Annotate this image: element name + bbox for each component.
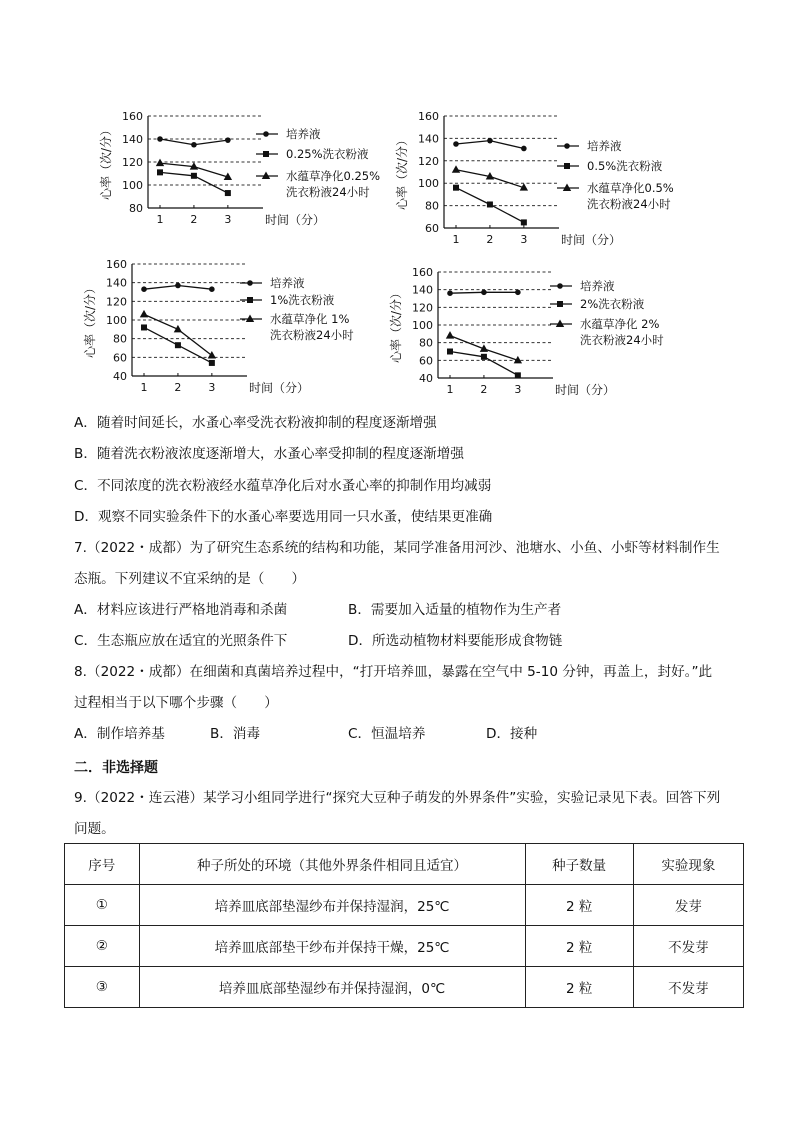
legend-marker — [246, 315, 254, 323]
x-tick-label: 2 — [486, 233, 494, 246]
data-point — [157, 169, 163, 175]
y-tick-label: 140 — [418, 132, 439, 146]
y-tick-label: 120 — [106, 295, 127, 309]
legend-label: 洗衣粉液24小时 — [587, 197, 671, 211]
table-header-cell: 序号 — [65, 844, 140, 885]
data-point — [453, 141, 459, 147]
chart-1-percent — [80, 256, 390, 398]
chart-025-percent — [96, 104, 396, 234]
q9-stem-line1: 9.（2022・连云港）某学习小组同学进行“探究大豆种子萌发的外界条件”实验，实验记录见下表。回答下列 — [74, 790, 721, 806]
data-point — [157, 136, 163, 142]
table-row — [65, 926, 744, 967]
y-tick-label: 40 — [113, 370, 127, 383]
legend-marker — [564, 143, 570, 149]
legend-label: 0.25%洗衣粉液 — [286, 147, 369, 161]
data-point — [487, 138, 493, 144]
table-cell: ① — [65, 885, 140, 926]
table-header-row — [65, 844, 744, 885]
x-tick-label: 1 — [446, 383, 454, 396]
y-tick-label: 140 — [412, 283, 433, 297]
q7-stem-line1: 7.（2022・成都）为了研究生态系统的结构和功能，某同学准备用河沙、池塘水、小鱼、小虾等材料制作生 — [74, 540, 720, 556]
x-tick-label: 3 — [224, 213, 232, 226]
x-tick-label: 1 — [452, 233, 460, 246]
legend-label: 培养液 — [587, 139, 622, 153]
y-tick-label: 120 — [412, 301, 433, 315]
table-cell: 培养皿底部垫湿纱布并保持湿润，0℃ — [139, 967, 525, 1008]
data-point — [521, 146, 527, 152]
x-axis-title: 时间（分） — [265, 213, 326, 227]
table-cell: 不发芽 — [633, 926, 743, 967]
table-header-cell: 实验现象 — [633, 844, 743, 885]
x-tick-label: 3 — [514, 383, 522, 396]
table-cell: 2 粒 — [525, 967, 633, 1008]
y-tick-label: 100 — [122, 179, 143, 192]
table-header-cell: 种子数量 — [525, 844, 633, 885]
table-header-cell: 种子所处的环境（其他外界条件相同且适宜） — [139, 844, 525, 885]
y-tick-label: 60 — [419, 354, 433, 368]
data-point — [447, 349, 453, 355]
y-tick-label: 140 — [106, 276, 127, 290]
y-tick-label: 160 — [418, 110, 439, 123]
x-tick-label: 1 — [140, 381, 148, 394]
y-tick-label: 80 — [129, 202, 143, 215]
q6-option-a: A．随着时间延长，水蚤心率受洗衣粉液抑制的程度逐渐增强 — [74, 415, 437, 431]
x-tick-label: 2 — [480, 383, 488, 396]
series-line — [144, 314, 212, 355]
y-tick-label: 120 — [418, 154, 439, 168]
y-axis-title: 心率（次/分） — [389, 286, 403, 364]
legend-label: 洗衣粉液24小时 — [580, 333, 664, 347]
section-title: 二．非选择题 — [74, 760, 158, 776]
data-point — [447, 290, 453, 296]
y-axis-title: 心率（次/分） — [99, 123, 113, 201]
y-tick-label: 160 — [122, 110, 143, 123]
q6-option-b: B．随着洗衣粉液浓度逐渐增大，水蚤心率受抑制的程度逐渐增强 — [74, 446, 464, 462]
x-tick-label: 1 — [156, 213, 164, 226]
legend-marker — [262, 172, 270, 180]
legend-marker — [263, 151, 269, 157]
data-point — [156, 159, 164, 167]
x-tick-label: 2 — [190, 213, 198, 226]
q8-option-a: A．制作培养基 — [74, 726, 165, 742]
q8-option-b: B．消毒 — [210, 726, 261, 742]
x-axis-title: 时间（分） — [561, 233, 622, 247]
legend-marker — [247, 280, 253, 286]
chart-2-percent — [386, 260, 696, 402]
legend-marker — [564, 163, 570, 169]
data-point — [208, 351, 216, 359]
legend-marker — [563, 184, 571, 192]
q8-stem-line2: 过程相当于以下哪个步骤（ ） — [74, 695, 278, 711]
data-point — [521, 219, 527, 225]
table-row — [65, 885, 744, 926]
data-point — [481, 290, 487, 296]
data-point — [481, 354, 487, 360]
y-axis-title: 心率（次/分） — [83, 281, 97, 359]
y-tick-label: 60 — [425, 222, 439, 235]
y-tick-label: 160 — [106, 258, 127, 271]
data-point — [452, 165, 460, 173]
legend-label: 水蕴草净化 1% — [270, 312, 350, 326]
legend-label: 培养液 — [270, 276, 305, 290]
q6-option-d: D．观察不同实验条件下的水蚤心率要选用同一只水蚤，使结果更准确 — [74, 509, 493, 525]
y-tick-label: 40 — [419, 372, 433, 385]
x-axis-title: 时间（分） — [249, 381, 310, 395]
table-row — [65, 967, 744, 1008]
data-point — [191, 173, 197, 179]
y-tick-label: 80 — [419, 336, 433, 350]
data-point — [141, 286, 147, 292]
x-tick-label: 3 — [208, 381, 216, 394]
x-axis-title: 时间（分） — [555, 383, 616, 397]
y-axis-title: 心率（次/分） — [395, 133, 409, 211]
data-point — [515, 372, 521, 378]
table-cell: 2 粒 — [525, 885, 633, 926]
data-point — [140, 310, 148, 318]
legend-label: 水蕴草净化0.25% — [286, 169, 381, 183]
q9-stem-line2: 问题。 — [74, 821, 115, 837]
q8-stem-line1: 8.（2022・成都）在细菌和真菌培养过程中，“打开培养皿，暴露在空气中 5-10 分钟，再盖上，封好。”此 — [74, 664, 713, 680]
legend-label: 洗衣粉液24小时 — [270, 328, 354, 342]
data-point — [141, 324, 147, 330]
q7-option-b: B．需要加入适量的植物作为生产者 — [348, 602, 562, 618]
table-cell: 培养皿底部垫湿纱布并保持湿润，25℃ — [139, 885, 525, 926]
y-tick-label: 120 — [122, 156, 143, 169]
legend-marker — [556, 320, 564, 328]
data-point — [209, 286, 215, 292]
q8-option-d: D．接种 — [486, 726, 538, 742]
data-point — [225, 137, 231, 143]
legend-label: 洗衣粉液24小时 — [286, 185, 370, 199]
y-tick-label: 100 — [418, 177, 439, 191]
legend-label: 2%洗衣粉液 — [580, 297, 645, 311]
q6-option-c: C．不同浓度的洗衣粉液经水蕴草净化后对水蚤心率的抑制作用均减弱 — [74, 478, 492, 494]
q7-option-a: A．材料应该进行严格地消毒和杀菌 — [74, 602, 288, 618]
y-tick-label: 60 — [113, 351, 127, 365]
q7-option-d: D．所选动植物材料要能形成食物链 — [348, 633, 563, 649]
legend-label: 培养液 — [286, 127, 321, 141]
data-point — [515, 290, 521, 296]
legend-marker — [557, 301, 563, 307]
table-cell: 不发芽 — [633, 967, 743, 1008]
table-cell: ② — [65, 926, 140, 967]
legend-label: 1%洗衣粉液 — [270, 293, 335, 307]
chart-05-percent — [392, 104, 702, 246]
data-point — [225, 190, 231, 196]
legend-label: 0.5%洗衣粉液 — [587, 159, 663, 173]
table-cell: 培养皿底部垫干纱布并保持干燥，25℃ — [139, 926, 525, 967]
legend-marker — [557, 283, 563, 289]
table-cell: 发芽 — [633, 885, 743, 926]
data-point — [453, 185, 459, 191]
x-tick-label: 2 — [174, 381, 182, 394]
data-point — [446, 331, 454, 339]
legend-marker — [247, 297, 253, 303]
data-point — [191, 142, 197, 148]
legend-marker — [263, 131, 269, 137]
experiment-table — [64, 843, 744, 1008]
q7-option-c: C．生态瓶应放在适宜的光照条件下 — [74, 633, 288, 649]
q8-option-c: C．恒温培养 — [348, 726, 426, 742]
y-tick-label: 100 — [412, 319, 433, 332]
data-point — [175, 283, 181, 289]
y-tick-label: 140 — [122, 133, 143, 146]
x-tick-label: 3 — [520, 233, 528, 246]
legend-label: 水蕴草净化 2% — [580, 317, 660, 331]
y-tick-label: 160 — [412, 266, 433, 279]
data-point — [209, 360, 215, 366]
y-tick-label: 100 — [106, 314, 127, 327]
table-cell: ③ — [65, 967, 140, 1008]
legend-label: 水蕴草净化0.5% — [587, 181, 674, 195]
legend-label: 培养液 — [580, 279, 615, 293]
data-point — [175, 342, 181, 348]
y-tick-label: 80 — [425, 199, 439, 213]
q7-stem-line2: 态瓶。下列建议不宜采纳的是（ ） — [74, 571, 306, 587]
data-point — [487, 201, 493, 207]
table-cell: 2 粒 — [525, 926, 633, 967]
y-tick-label: 80 — [113, 332, 127, 346]
